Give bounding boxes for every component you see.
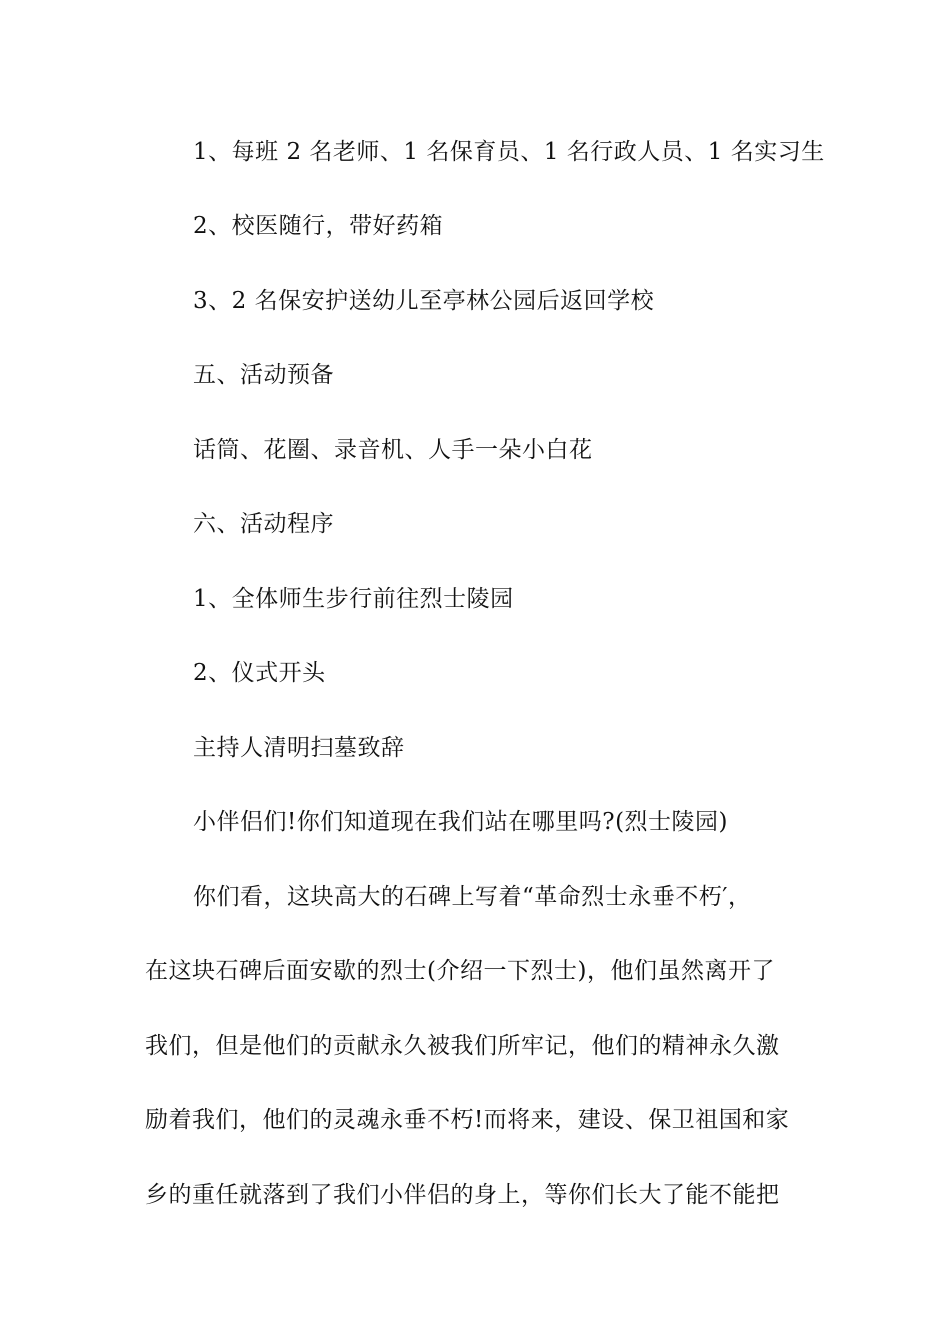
section-heading: 六、活动程序 <box>193 511 334 537</box>
text-line: 1、全体师生步行前往烈士陵园 <box>193 586 514 612</box>
paragraph-line: 在这块石碑后面安歇的烈士(介绍一下烈士)，他们虽然离开了 <box>145 958 775 984</box>
paragraph-line: 励着我们，他们的灵魂永垂不朽!而将来，建设、保卫祖国和家 <box>145 1107 790 1133</box>
text-line: 1、每班 2 名老师、1 名保育员、1 名行政人员、1 名实习生 <box>193 139 825 165</box>
text-line: 小伴侣们!你们知道现在我们站在哪里吗?(烈士陵园) <box>193 809 729 835</box>
text-line: 话筒、花圈、录音机、人手一朵小白花 <box>193 437 593 463</box>
text-line: 主持人清明扫墓致辞 <box>193 735 405 761</box>
section-heading: 五、活动预备 <box>193 362 334 388</box>
text-line: 3、2 名保安护送幼儿至亭林公园后返回学校 <box>193 288 655 314</box>
text-line: 2、校医随行，带好药箱 <box>193 213 444 239</box>
paragraph-line: 乡的重任就落到了我们小伴侣的身上，等你们长大了能不能把 <box>145 1182 780 1208</box>
paragraph-line: 你们看，这块高大的石碑上写着“革命烈士永垂不朽′， <box>193 884 752 910</box>
paragraph-line: 我们，但是他们的贡献永久被我们所牢记，他们的精神永久激 <box>145 1033 780 1059</box>
text-line: 2、仪式开头 <box>193 660 326 686</box>
